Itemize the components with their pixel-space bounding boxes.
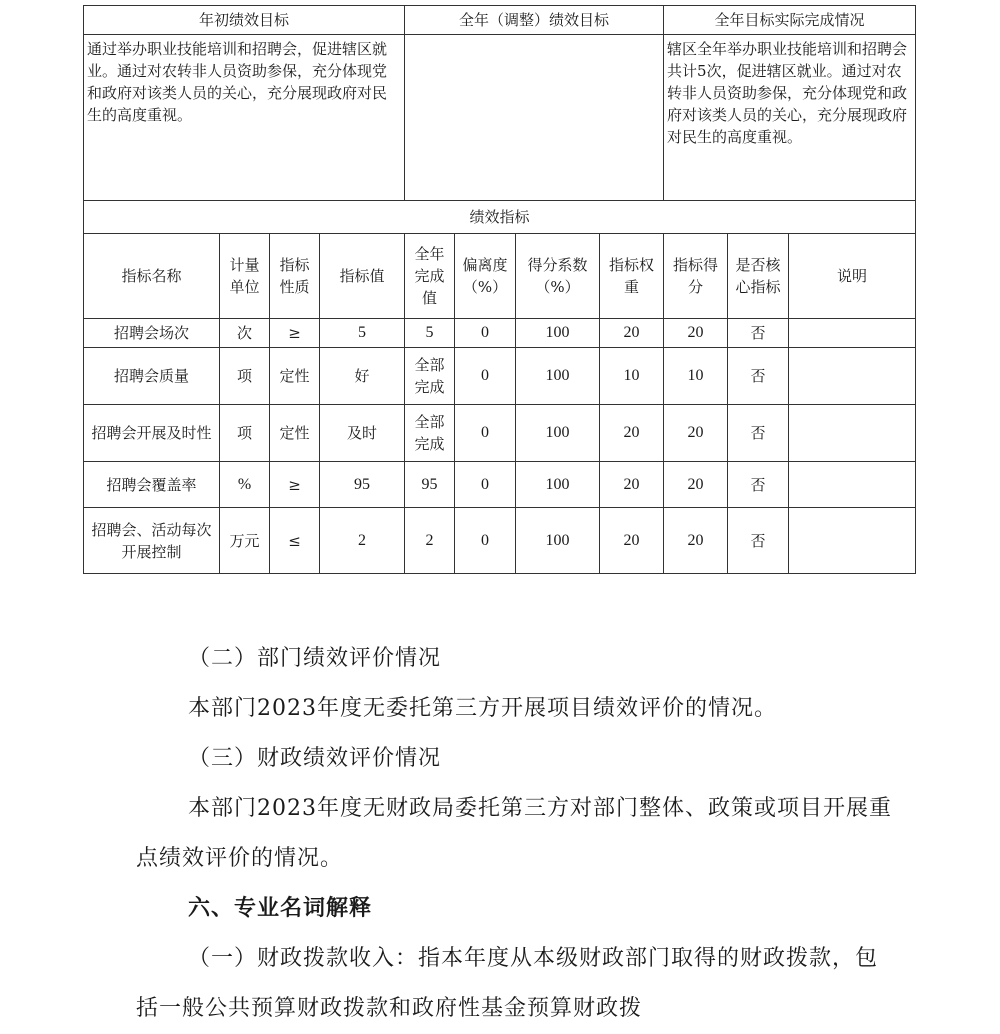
table-row	[84, 319, 916, 348]
indicator-value: 5	[320, 319, 405, 348]
adjusted-goal-text	[405, 35, 664, 201]
indicator-name: 招聘会覆盖率	[84, 462, 220, 508]
indicator-value: 好	[320, 348, 405, 405]
indicator-score: 20	[664, 405, 728, 462]
indicator-unit: 万元	[220, 508, 270, 574]
initial-goal-text: 通过举办职业技能培训和招聘会，促进辖区就业。通过对农转非人员资助参保，充分体现党和政府对该类人员的关心，充分展现政府对民生的高度重视。	[84, 35, 405, 201]
indicator-note	[789, 319, 916, 348]
indicator-score: 20	[664, 319, 728, 348]
indicator-nature: ≥	[270, 319, 320, 348]
indicator-note	[789, 348, 916, 405]
col-header: 全年完成值	[405, 234, 455, 319]
indicator-unit: %	[220, 462, 270, 508]
indicator-coefficient: 100	[516, 405, 600, 462]
indicator-deviation: 0	[455, 319, 516, 348]
col-header: 指标值	[320, 234, 405, 319]
indicator-core: 否	[728, 462, 789, 508]
table-row	[84, 462, 916, 508]
indicator-deviation: 0	[455, 348, 516, 405]
section-6-heading: 六、专业名词解释	[188, 896, 373, 921]
indicator-weight: 20	[600, 319, 664, 348]
indicator-weight: 20	[600, 462, 664, 508]
indicator-deviation: 0	[455, 462, 516, 508]
indicator-name: 招聘会、活动每次开展控制	[84, 508, 220, 574]
indicator-note	[789, 508, 916, 574]
indicator-completed: 全部完成	[405, 348, 455, 405]
col-header: 指标权重	[600, 234, 664, 319]
indicator-nature: ≥	[270, 462, 320, 508]
indicator-nature: 定性	[270, 348, 320, 405]
indicator-score: 20	[664, 462, 728, 508]
indicator-nature: ≤	[270, 508, 320, 574]
indicator-note	[789, 405, 916, 462]
col-header: 计量单位	[220, 234, 270, 319]
indicator-completed: 2	[405, 508, 455, 574]
indicator-name: 招聘会开展及时性	[84, 405, 220, 462]
indicator-weight: 10	[600, 348, 664, 405]
indicator-coefficient: 100	[516, 319, 600, 348]
indicator-core: 否	[728, 319, 789, 348]
indicator-unit: 项	[220, 405, 270, 462]
col-header: 说明	[789, 234, 916, 319]
head-actual: 全年目标实际完成情况	[664, 6, 916, 35]
table-row	[84, 405, 916, 462]
indicator-coefficient: 100	[516, 508, 600, 574]
indicator-score: 10	[664, 348, 728, 405]
head-initial-goal: 年初绩效目标	[84, 6, 405, 35]
indicator-completed: 全部完成	[405, 405, 455, 462]
col-header: 是否核心指标	[728, 234, 789, 319]
indicators-title: 绩效指标	[84, 201, 916, 234]
indicator-value: 及时	[320, 405, 405, 462]
head-adjusted-goal: 全年（调整）绩效目标	[405, 6, 664, 35]
indicator-value: 95	[320, 462, 405, 508]
indicator-name: 招聘会质量	[84, 348, 220, 405]
indicator-weight: 20	[600, 508, 664, 574]
section-3-heading: （三）财政绩效评价情况	[188, 746, 442, 771]
indicator-unit: 次	[220, 319, 270, 348]
document-body	[136, 634, 896, 1034]
term-1-text: 指本年度从本级财政部门取得的财政拨款，包括一般公共预算财政拨款和政府性基金预算财政拨	[136, 946, 879, 1021]
indicator-core: 否	[728, 348, 789, 405]
indicator-value: 2	[320, 508, 405, 574]
indicator-deviation: 0	[455, 405, 516, 462]
indicator-core: 否	[728, 508, 789, 574]
indicator-name: 招聘会场次	[84, 319, 220, 348]
col-header: 指标名称	[84, 234, 220, 319]
performance-table	[83, 5, 916, 574]
indicator-score: 20	[664, 508, 728, 574]
indicator-core: 否	[728, 405, 789, 462]
indicator-note	[789, 462, 916, 508]
table-row	[84, 348, 916, 405]
indicator-coefficient: 100	[516, 462, 600, 508]
indicator-nature: 定性	[270, 405, 320, 462]
actual-goal-text: 辖区全年举办职业技能培训和招聘会共计5次，促进辖区就业。通过对农转非人员资助参保，充分体现党和政府对该类人员的关心，充分展现政府对民生的高度重视。	[664, 35, 916, 201]
col-header: 指标性质	[270, 234, 320, 319]
col-header: 偏离度（%）	[455, 234, 516, 319]
table-row	[84, 508, 916, 574]
col-header: 指标得分	[664, 234, 728, 319]
term-1-paragraph	[136, 934, 896, 1034]
section-2-heading: （二）部门绩效评价情况	[188, 646, 442, 671]
indicator-completed: 5	[405, 319, 455, 348]
col-header: 得分系数（%）	[516, 234, 600, 319]
indicator-unit: 项	[220, 348, 270, 405]
indicator-deviation: 0	[455, 508, 516, 574]
indicator-completed: 95	[405, 462, 455, 508]
indicator-weight: 20	[600, 405, 664, 462]
term-1-label: （一）财政拨款收入：	[188, 946, 419, 971]
indicator-coefficient: 100	[516, 348, 600, 405]
section-2-text: 本部门2023年度无委托第三方开展项目绩效评价的情况。	[188, 696, 777, 721]
section-3-text: 本部门2023年度无财政局委托第三方对部门整体、政策或项目开展重点绩效评价的情况。	[136, 796, 892, 871]
